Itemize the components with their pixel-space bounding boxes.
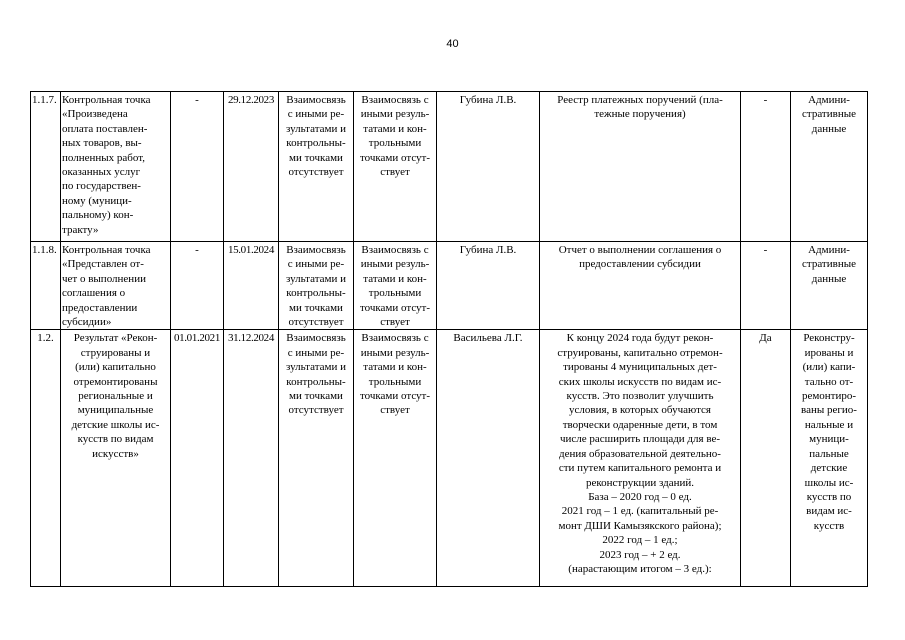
start-date-cell: 01.01.2021 [171, 330, 224, 587]
page-number: 40 [446, 38, 459, 50]
description-cell: Отчет о выполнении соглашения о предоставлении субсидии [540, 242, 741, 330]
name-cell: Контрольная точка «Представлен от- чет о выполнении соглашения о предоставлении субсидии» [61, 242, 171, 330]
relation-points-cell: Взаимосвязь с иными резуль- татами и кон- трольными точками отсут- ствует [354, 242, 437, 330]
start-date-cell: - [171, 242, 224, 330]
info-source-cell: Реконстру- ированы и (или) капи- тально от- ремонтиро- ваны регио- нальные и муници- пальные детские школы ис- кусств по видам ис- кусств [791, 330, 868, 587]
relation-results-cell: Взаимосвязь с иными ре- зультатами и контрольны- ми точками отсутствует [279, 92, 354, 242]
relation-results-cell: Взаимосвязь с иными ре- зультатами и контрольны- ми точками отсутствует [279, 242, 354, 330]
responsible-cell: Губина Л.В. [437, 92, 540, 242]
flag-cell: - [741, 92, 791, 242]
row-number-cell: 1.2. [31, 330, 61, 587]
document-table [30, 91, 868, 587]
table-row [31, 330, 868, 587]
table-row [31, 92, 868, 242]
end-date-cell: 31.12.2024 [224, 330, 279, 587]
relation-points-cell: Взаимосвязь с иными резуль- татами и кон- трольными точками отсут- ствует [354, 330, 437, 587]
info-source-cell: Админи- стративные данные [791, 92, 868, 242]
info-source-cell: Админи- стративные данные [791, 242, 868, 330]
start-date-cell: - [171, 92, 224, 242]
responsible-cell: Васильева Л.Г. [437, 330, 540, 587]
row-number-cell: 1.1.7. [31, 92, 61, 242]
table-row [31, 242, 868, 330]
responsible-cell: Губина Л.В. [437, 242, 540, 330]
name-cell: Результат «Рекон- струированы и (или) капитально отремонтированы региональные и муниципальные детские школы ис- кусств по видам искусств» [61, 330, 171, 587]
row-number-cell: 1.1.8. [31, 242, 61, 330]
description-cell: Реестр платежных поручений (пла- тежные поручения) [540, 92, 741, 242]
end-date-cell: 15.01.2024 [224, 242, 279, 330]
end-date-cell: 29.12.2023 [224, 92, 279, 242]
flag-cell: - [741, 242, 791, 330]
name-cell: Контрольная точка «Произведена оплата поставлен- ных товаров, вы- полненных работ, оказанных услуг по государствен- ному (муници- пальному) кон- тракту» [61, 92, 171, 242]
description-cell: К концу 2024 года будут рекон- струированы, капитально отремон- тированы 4 муниципальных дет- ских школы искусств по видам ис- кусств. Это позволит улучшить условия, в которых обучаются творчески одаренные дети, в том числе расширить площади для ве- дения образовательной деятельно- сти путем капитального ремонта и реконструкции зданий. База – 2020 год – 0 ед. 2021 год – 1 ед. (капитальный ре- монт ДШИ Камызякского района); 2022 год – 1 ед.; 2023 год – + 2 ед. (нарастающим итогом – 3 ед.): [540, 330, 741, 587]
flag-cell: Да [741, 330, 791, 587]
relation-results-cell: Взаимосвязь с иными ре- зультатами и контрольны- ми точками отсутствует [279, 330, 354, 587]
relation-points-cell: Взаимосвязь с иными резуль- татами и кон- трольными точками отсут- ствует [354, 92, 437, 242]
